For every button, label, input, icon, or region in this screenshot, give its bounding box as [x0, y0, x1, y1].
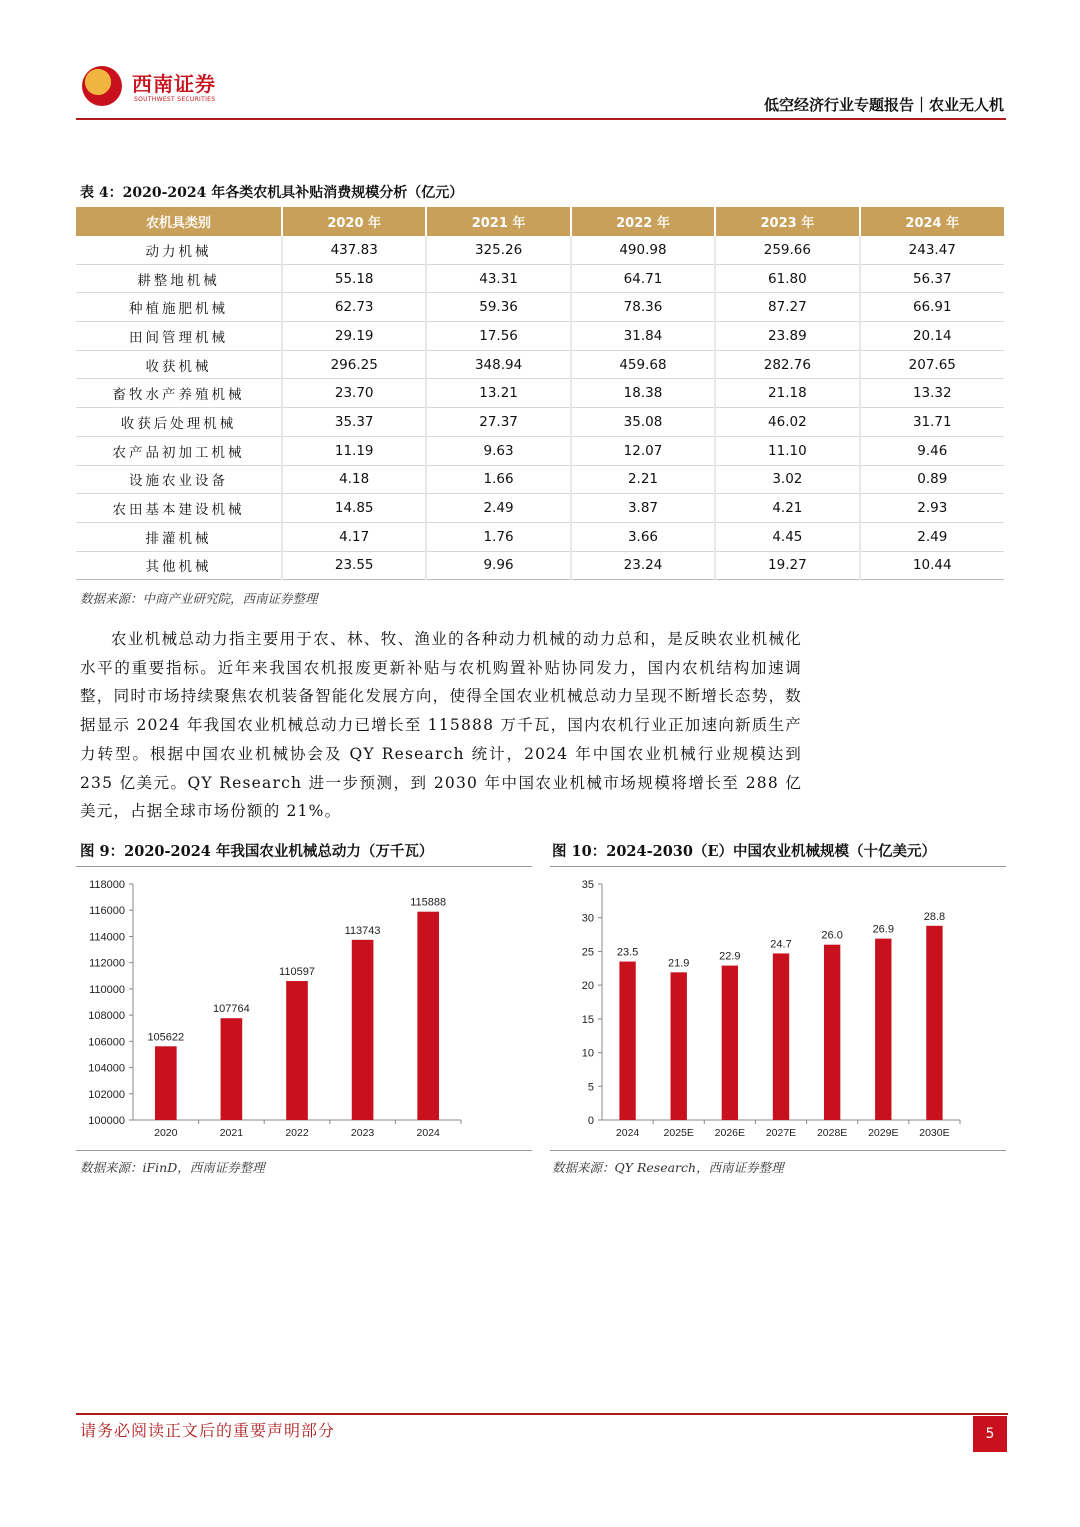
table-cell-value: 23.55: [282, 551, 426, 580]
fig9-y-tick-label: 118000: [89, 879, 125, 891]
table-cell-value: 4.21: [715, 494, 859, 523]
table-row-category: 收获后处理机械: [76, 408, 282, 437]
figure-10-source: 数据来源：QY Research，西南证券整理: [552, 1160, 784, 1175]
table-cell-value: 9.63: [426, 436, 570, 465]
table-row-category: 种植施肥机械: [76, 293, 282, 322]
table-cell-value: 4.17: [282, 522, 426, 551]
fig9-x-tick-label: 2020: [154, 1127, 178, 1139]
company-logo: [82, 66, 282, 112]
fig9-y-tick-label: 100000: [88, 1115, 125, 1127]
fig10-data-label: 26.9: [872, 923, 894, 936]
fig10-bar: [671, 972, 687, 1120]
table-cell-value: 23.24: [571, 551, 715, 580]
table-row: [76, 293, 1004, 322]
table-cell-value: 3.87: [571, 494, 715, 523]
figure-10-title: 图 10：2024-2030（E）中国农业机械规模（十亿美元）: [552, 843, 937, 860]
table-row-category: 设施农业设备: [76, 465, 282, 494]
figure-10-top-rule: [550, 866, 1006, 867]
table-cell-value: 2.93: [860, 494, 1004, 523]
table-caption: 表 4：2020-2024 年各类农机具补贴消费规模分析（亿元）: [80, 185, 464, 201]
fig10-bar: [875, 939, 891, 1120]
table-header-cell: 2021 年: [426, 207, 570, 236]
fig10-data-label: 23.5: [616, 946, 639, 959]
fig9-x-tick-label: 2021: [219, 1127, 244, 1139]
table-row: [76, 436, 1004, 465]
fig9-data-label: 113743: [344, 924, 381, 937]
fig10-data-label: 21.9: [668, 957, 690, 970]
table-cell-value: 19.27: [715, 551, 859, 580]
header-divider: [76, 118, 1006, 120]
fig10-x-tick-label: 2025E: [663, 1127, 694, 1139]
table-row-category: 畜牧水产养殖机械: [76, 379, 282, 408]
table-row-category: 农田基本建设机械: [76, 494, 282, 523]
table-cell-value: 2.49: [860, 522, 1004, 551]
fig9-bar: [286, 981, 308, 1120]
table-row: [76, 264, 1004, 293]
disclaimer-note: 请务必阅读正文后的重要声明部分: [80, 1421, 336, 1440]
table-cell-value: 437.83: [282, 236, 426, 264]
fig10-bar: [824, 945, 840, 1120]
logo-name-cn: 西南证券: [132, 72, 216, 96]
table-row-category: 排灌机械: [76, 522, 282, 551]
table-cell-value: 78.36: [571, 293, 715, 322]
table-cell-value: 282.76: [715, 350, 859, 379]
fig10-y-tick-label: 25: [581, 946, 594, 959]
fig10-data-label: 22.9: [719, 950, 741, 963]
table-header-cell: 2023 年: [715, 207, 859, 236]
table-cell-value: 1.66: [426, 465, 570, 494]
fig10-y-tick-label: 35: [581, 879, 594, 891]
fig10-data-label: 24.7: [770, 938, 792, 951]
page-number: 5: [973, 1416, 1007, 1452]
fig9-x-tick-label: 2023: [350, 1127, 375, 1139]
figure-9-bottom-rule: [76, 1150, 532, 1151]
fig10-y-tick-label: 20: [581, 980, 594, 993]
table-row-category: 收获机械: [76, 350, 282, 379]
fig10-x-tick-label: 2029E: [868, 1127, 899, 1139]
table-cell-value: 10.44: [860, 551, 1004, 580]
fig9-x-tick-label: 2024: [416, 1127, 440, 1139]
table-row: [76, 408, 1004, 437]
table-cell-value: 9.96: [426, 551, 570, 580]
table-cell-value: 0.89: [860, 465, 1004, 494]
fig9-data-label: 115888: [410, 896, 447, 909]
fig10-bar: [926, 926, 942, 1120]
report-title: 低空经济行业专题报告｜农业无人机: [763, 96, 1004, 114]
fig9-data-label: 107764: [213, 1003, 250, 1016]
table-row: [76, 379, 1004, 408]
table-row: [76, 494, 1004, 523]
table-cell-value: 23.89: [715, 322, 859, 351]
table-cell-value: 31.84: [571, 322, 715, 351]
table-cell-value: 17.56: [426, 322, 570, 351]
table-cell-value: 11.19: [282, 436, 426, 465]
figure-9-chart: [76, 868, 532, 1148]
table-cell-value: 14.85: [282, 494, 426, 523]
table-cell-value: 2.21: [571, 465, 715, 494]
table-cell-value: 348.94: [426, 350, 570, 379]
figure-10-bottom-rule: [550, 1150, 1006, 1151]
table-cell-value: 13.32: [860, 379, 1004, 408]
fig9-data-label: 105622: [147, 1031, 185, 1044]
table-source: 数据来源：中商产业研究院，西南证券整理: [80, 591, 318, 606]
table-cell-value: 2.49: [426, 494, 570, 523]
table-cell-value: 35.37: [282, 408, 426, 437]
figure-9-source: 数据来源：iFinD，西南证券整理: [80, 1160, 265, 1175]
page-header: [76, 62, 1006, 120]
table-header-cell: 2024 年: [860, 207, 1004, 236]
table-row: [76, 350, 1004, 379]
table-row-category: 动力机械: [76, 236, 282, 264]
body-paragraph: 农业机械总动力指主要用于农、林、牧、渔业的各种动力机械的动力总和，是反映农业机械化水平的重要指标。近年来我国农机报废更新补贴与农机购置补贴协同发力，国内农机结构加速调整，同时市场持续聚焦农机装备智能化发展方向，使得全国农业机械总动力呈现不断增长态势，数据显示 2024 年我国农业机械总动力已增长至 115888 万千瓦，国内农机行业正加速向新质生产力转型。根据中国农业机械协会及 QY Research 统计，2024 年中国农业机械行业规模达到 235 亿美元。QY Research 进一步预测，到 2030 年中国农业机械市场规模将增长至 288 亿美元，占据全球市场份额的 21%。: [80, 630, 802, 821]
table-cell-value: 62.73: [282, 293, 426, 322]
table-cell-value: 9.46: [860, 436, 1004, 465]
fig9-bar: [417, 912, 439, 1120]
table-cell-value: 56.37: [860, 264, 1004, 293]
table-cell-value: 64.71: [571, 264, 715, 293]
table-cell-value: 21.18: [715, 379, 859, 408]
fig9-bar: [352, 940, 374, 1120]
table-cell-value: 296.25: [282, 350, 426, 379]
fig10-bar: [619, 962, 635, 1120]
fig9-x-tick-label: 2022: [285, 1127, 309, 1139]
fig9-y-tick-label: 104000: [88, 1062, 125, 1075]
table-cell-value: 11.10: [715, 436, 859, 465]
fig9-y-tick-label: 108000: [88, 1010, 125, 1023]
table-cell-value: 4.45: [715, 522, 859, 551]
subsidy-table: [76, 207, 1004, 580]
fig10-y-tick-label: 15: [581, 1013, 594, 1026]
fig9-y-tick-label: 116000: [89, 905, 125, 918]
fig10-x-tick-label: 2030E: [919, 1127, 950, 1139]
fig9-y-tick-label: 112000: [89, 957, 125, 970]
table-cell-value: 459.68: [571, 350, 715, 379]
table-cell-value: 3.02: [715, 465, 859, 494]
logo-name-en: SOUTHWEST SECURITIES: [134, 96, 216, 103]
table-cell-value: 243.47: [860, 236, 1004, 264]
fig10-y-tick-label: 10: [581, 1047, 594, 1060]
footer-divider: [76, 1413, 1008, 1415]
fig10-x-tick-label: 2028E: [816, 1127, 848, 1139]
fig9-bar: [155, 1046, 177, 1120]
fig10-x-tick-label: 2027E: [765, 1127, 797, 1139]
table-header-row: [76, 207, 1004, 236]
table-cell-value: 35.08: [571, 408, 715, 437]
fig10-bar: [773, 953, 789, 1120]
table-cell-value: 325.26: [426, 236, 570, 264]
fig10-x-tick-label: 2026E: [714, 1127, 746, 1139]
table-row: [76, 522, 1004, 551]
fig10-bar: [722, 966, 738, 1120]
table-cell-value: 59.36: [426, 293, 570, 322]
table-cell-value: 27.37: [426, 408, 570, 437]
table-cell-value: 259.66: [715, 236, 859, 264]
fig10-data-label: 28.8: [923, 910, 946, 923]
table-cell-value: 18.38: [571, 379, 715, 408]
table-cell-value: 207.65: [860, 350, 1004, 379]
table-cell-value: 3.66: [571, 522, 715, 551]
table-row: [76, 236, 1004, 264]
fig9-y-tick-label: 102000: [88, 1088, 125, 1101]
table-row: [76, 322, 1004, 351]
fig9-y-tick-label: 106000: [88, 1036, 125, 1049]
figure-9-title: 图 9：2020-2024 年我国农业机械总动力（万千瓦）: [80, 843, 434, 860]
fig10-y-tick-label: 5: [587, 1081, 594, 1094]
table-row-category: 农产品初加工机械: [76, 436, 282, 465]
table-row: [76, 551, 1004, 580]
table-cell-value: 43.31: [426, 264, 570, 293]
figure-10-chart: [550, 868, 1006, 1148]
table-cell-value: 12.07: [571, 436, 715, 465]
table-header-cell: 2020 年: [282, 207, 426, 236]
table-cell-value: 4.18: [282, 465, 426, 494]
table-row-category: 耕整地机械: [76, 264, 282, 293]
table-cell-value: 55.18: [282, 264, 426, 293]
table-cell-value: 61.80: [715, 264, 859, 293]
figure-9-top-rule: [76, 866, 532, 867]
table-header-cell: 2022 年: [571, 207, 715, 236]
table-body: [76, 236, 1004, 580]
table-cell-value: 66.91: [860, 293, 1004, 322]
table-cell-value: 1.76: [426, 522, 570, 551]
table-cell-value: 31.71: [860, 408, 1004, 437]
table-row: [76, 465, 1004, 494]
table-cell-value: 87.27: [715, 293, 859, 322]
fig9-y-tick-label: 110000: [89, 983, 125, 996]
fig10-data-label: 26.0: [821, 929, 843, 942]
logo-emblem-icon: [82, 66, 122, 106]
table-cell-value: 29.19: [282, 322, 426, 351]
fig9-y-tick-label: 114000: [89, 931, 125, 944]
table-cell-value: 20.14: [860, 322, 1004, 351]
fig10-x-tick-label: 2024: [615, 1127, 640, 1139]
table-row-category: 田间管理机械: [76, 322, 282, 351]
table-cell-value: 13.21: [426, 379, 570, 408]
fig9-data-label: 110597: [279, 966, 315, 979]
fig10-y-tick-label: 30: [581, 912, 594, 925]
table-cell-value: 23.70: [282, 379, 426, 408]
fig10-y-tick-label: 0: [587, 1115, 594, 1127]
table-header-cell: 农机具类别: [76, 207, 282, 236]
table-cell-value: 490.98: [571, 236, 715, 264]
fig9-bar: [221, 1018, 243, 1120]
table-cell-value: 46.02: [715, 408, 859, 437]
table-row-category: 其他机械: [76, 551, 282, 580]
